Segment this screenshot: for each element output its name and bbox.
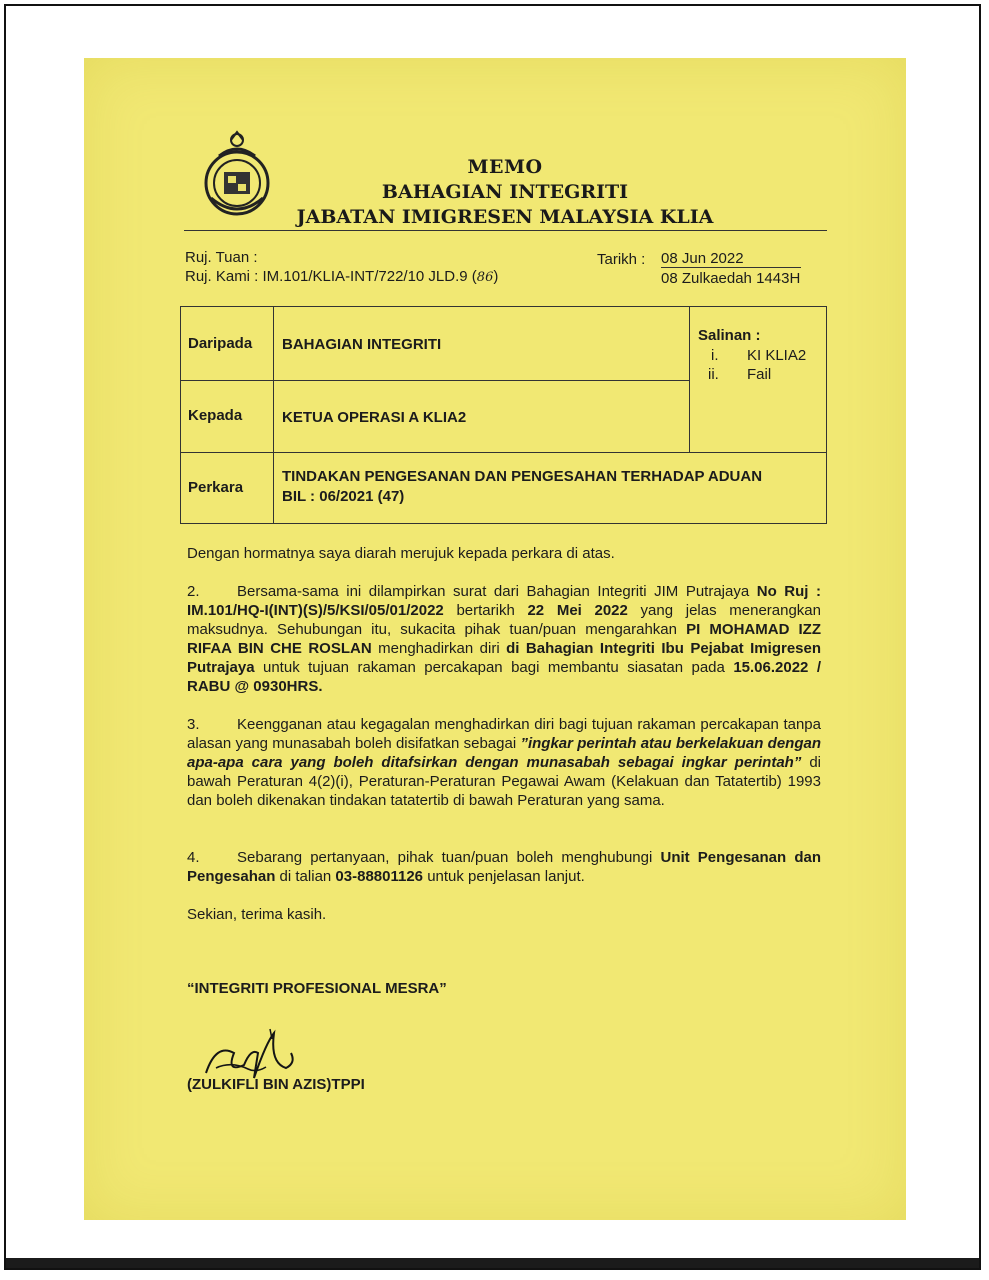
- p2-text-g: menghadirkan diri: [378, 640, 500, 657]
- memo-dept: BAHAGIAN INTEGRITI: [381, 181, 629, 203]
- p2-location: di Bahagian Integriti Ibu Pejabat Imigresen Putrajaya: [187, 640, 822, 676]
- p4-text-e: untuk penjelasan lanjut.: [427, 868, 585, 885]
- p2-officer-name: PI MOHAMAD IZZ RIFAA BIN CHE ROSLAN: [187, 621, 822, 657]
- p3-text-a: Keengganan atau kegagalan menghadirkan diri bagi tujuan rakaman percakapan tanpa alasan yang munasabah boleh disifatkan sebagai: [187, 716, 821, 752]
- p2-date: 22 Mei 2022: [527, 602, 628, 619]
- kepada-value: KETUA OPERASI A KLIA2: [282, 409, 467, 426]
- table-row-line-1: [181, 380, 689, 381]
- paragraph-4: [187, 848, 821, 886]
- table-divider-salinan: [689, 307, 690, 453]
- ref-tuan: Ruj. Tuan :: [185, 249, 258, 266]
- p2-ref-number: No Ruj : IM.101/HQ-I(INT)(S)/5/KSI/05/01/2022: [187, 583, 822, 619]
- kepada-label: Kepada: [188, 407, 243, 424]
- p3-quote: ”ingkar perintah atau berkelakuan dengan apa-apa cara yang boleh ditafsirkan dengan munasabah sebagai ingkar perintah”: [187, 735, 821, 771]
- salinan-label: Salinan :: [698, 327, 761, 344]
- p4-number: 4.: [187, 849, 200, 866]
- p2-text-i: untuk tujuan rakaman percakapan bagi membantu siasatan pada: [263, 659, 725, 676]
- p4-phone: 03-88801126: [335, 868, 424, 885]
- salinan-item-num-2: ii.: [708, 366, 719, 383]
- ref-kami: [185, 268, 498, 285]
- p2-appointment: 15.06.2022 / RABU @ 0930HRS.: [187, 659, 822, 695]
- p2-text-c: bertarikh: [456, 602, 515, 619]
- p4-unit: Unit Pengesanan dan Pengesahan: [187, 849, 822, 885]
- date-value: 08 Jun 2022: [661, 250, 801, 268]
- daripada-value: BAHAGIAN INTEGRITI: [282, 336, 442, 353]
- p4-text-a: Sebarang pertanyaan, pihak tuan/puan boleh menghubungi: [237, 849, 653, 866]
- salinan-item-1: KI KLIA2: [747, 347, 807, 364]
- memo-title: MEMO: [467, 156, 543, 178]
- date-label: Tarikh :: [597, 251, 646, 268]
- daripada-label: Daripada: [188, 335, 253, 352]
- p3-number: 3.: [187, 716, 200, 733]
- perkara-value-line-1: TINDAKAN PENGESANAN DAN PENGESAHAN TERHADAP ADUAN: [282, 468, 763, 485]
- table-divider-label: [273, 307, 274, 523]
- perkara-label: Perkara: [188, 479, 244, 496]
- memo-paper: [84, 58, 906, 1220]
- closing-paragraph: Sekian, terima kasih.: [187, 906, 327, 923]
- paragraph-3: [187, 715, 821, 810]
- p2-number: 2.: [187, 583, 200, 600]
- memo-header-table: [180, 306, 827, 524]
- p3-text-c: di bawah Peraturan 4(2)(i), Peraturan-Peraturan Pegawai Awam (Kelakuan dan Tatatertib) 1993 dan boleh dikenakan tindakan tatatertib di bawah Peraturan yang sama.: [187, 754, 821, 809]
- ref-kami-close: ): [493, 268, 499, 285]
- hijri-date: 08 Zulkaedah 1443H: [661, 270, 801, 287]
- salinan-item-2: Fail: [747, 366, 772, 383]
- p4-text-c: di talian: [279, 868, 332, 885]
- paragraph-2: [187, 582, 821, 696]
- salinan-item-num-1: i.: [711, 347, 719, 364]
- signatory-name: (ZULKIFLI BIN AZIS)TPPI: [187, 1076, 365, 1093]
- p2-text-a: Bersama-sama ini dilampirkan surat dari Bahagian Integriti JIM Putrajaya: [237, 583, 750, 600]
- ref-kami-text: Ruj. Kami : IM.101/KLIA-INT/722/10 JLD.9 (: [185, 268, 477, 285]
- opening-paragraph: Dengan hormatnya saya diarah merujuk kepada perkara di atas.: [187, 545, 615, 562]
- header-rule: [184, 230, 827, 231]
- motto: “INTEGRITI PROFESIONAL MESRA”: [187, 980, 447, 997]
- p2-text-e: yang jelas menerangkan maksudnya. Sehubungan itu, sukacita pihak tuan/puan mengarahkan: [187, 602, 821, 638]
- ref-kami-handwritten: 86: [476, 270, 494, 285]
- memo-agency: JABATAN IMIGRESEN MALAYSIA KLIA: [296, 206, 714, 228]
- table-row-line-2: [181, 452, 826, 453]
- bottom-edge: [6, 1258, 979, 1268]
- perkara-value-line-2: BIL : 06/2021 (47): [282, 488, 405, 505]
